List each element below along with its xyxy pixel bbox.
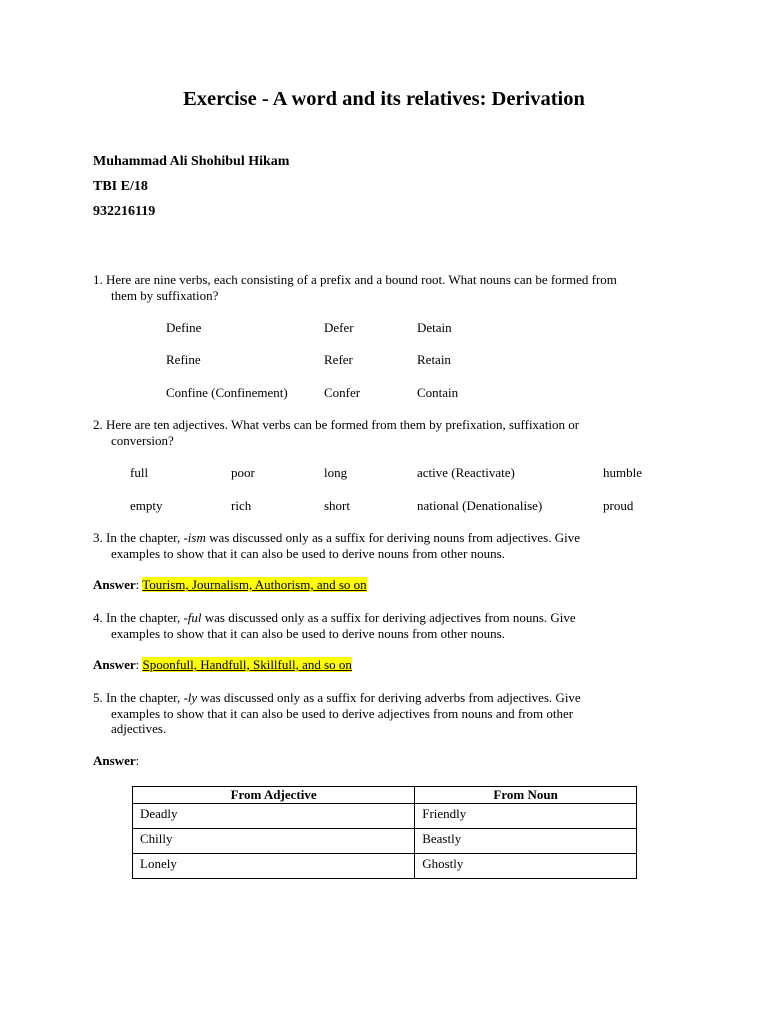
column-header: From Noun: [415, 787, 637, 804]
q4-suffix: ful: [187, 610, 202, 625]
q2-word: national (Denationalise): [417, 498, 543, 513]
table-cell: Chilly: [133, 829, 415, 854]
page-title: Exercise - A word and its relatives: Derivation: [183, 88, 585, 110]
author-name: Muhammad Ali Shohibul Hikam: [93, 154, 290, 169]
q1-line2: them by suffixation?: [111, 288, 219, 303]
q2-word: full: [130, 465, 149, 480]
q4-line2: examples to show that it can also be used to derive nouns from other nouns.: [111, 626, 505, 641]
table-cell: Deadly: [133, 804, 415, 829]
q1-word: Refer: [324, 352, 353, 367]
q5-line3: adjectives.: [111, 721, 167, 736]
q2-word: humble: [603, 465, 642, 480]
q2-word: active (Reactivate): [417, 465, 515, 480]
q3-answer-text: Tourism, Journalism, Authorism, and so on: [142, 577, 367, 592]
q4-answer: Answer: Spoonfull, Handfull, Skillfull, and so on: [93, 657, 352, 672]
q1-word: Confine (Confinement): [166, 385, 288, 400]
q5-suffix: ly: [187, 690, 198, 705]
q5-line2: examples to show that it can also be used to derive adjectives from nouns and from other: [111, 706, 574, 721]
q2-word: proud: [603, 498, 634, 513]
q1-word: Retain: [417, 352, 451, 367]
table-header-row: [133, 787, 637, 804]
answer-label: Answer: [93, 753, 136, 768]
q2-word: poor: [231, 465, 255, 480]
q1-word: Confer: [324, 385, 361, 400]
q4-line1: 4. In the chapter, -ful was discussed only as a suffix for deriving adjectives from nouns. Give: [93, 610, 576, 625]
q2-line1: 2. Here are ten adjectives. What verbs can be formed from them by prefixation, suffixation or: [93, 417, 580, 432]
q2-word: empty: [130, 498, 163, 513]
q2-line2: conversion?: [111, 433, 174, 448]
q4-answer-text: Spoonfull, Handfull, Skillfull, and so on: [142, 657, 352, 672]
table-cell: Friendly: [415, 804, 637, 829]
answer-label: Answer: [93, 657, 136, 672]
q2-word: long: [324, 465, 348, 480]
table-row: [133, 854, 637, 879]
q1-word: Define: [166, 320, 202, 335]
column-header: From Adjective: [133, 787, 415, 804]
q3-answer: Answer: Tourism, Journalism, Authorism, and so on: [93, 577, 367, 592]
q3-suffix: ism: [187, 530, 206, 545]
table-cell: Beastly: [415, 829, 637, 854]
q3-line2: examples to show that it can also be used to derive nouns from other nouns.: [111, 546, 505, 561]
table-cell: Ghostly: [415, 854, 637, 879]
q2-word: short: [324, 498, 350, 513]
q1-word: Detain: [417, 320, 452, 335]
q1-word: Refine: [166, 352, 201, 367]
q3-line1: 3. In the chapter, -ism was discussed only as a suffix for deriving nouns from adjectives. Give: [93, 530, 580, 545]
author-id: 932216119: [93, 204, 156, 219]
author-class: TBI E/18: [93, 179, 148, 194]
q1-word: Defer: [324, 320, 354, 335]
q1-line1: 1. Here are nine verbs, each consisting of a prefix and a bound root. What nouns can be formed from: [93, 272, 617, 287]
q5-answer: Answer:: [93, 753, 140, 768]
ly-derivation-table: [132, 786, 637, 879]
answer-label: Answer: [93, 577, 136, 592]
table-row: [133, 804, 637, 829]
q1-word: Contain: [417, 385, 459, 400]
q5-line1: 5. In the chapter, -ly was discussed only as a suffix for deriving adverbs from adjectives. Give: [93, 690, 581, 705]
table-cell: Lonely: [133, 854, 415, 879]
table-row: [133, 829, 637, 854]
q2-word: rich: [231, 498, 252, 513]
